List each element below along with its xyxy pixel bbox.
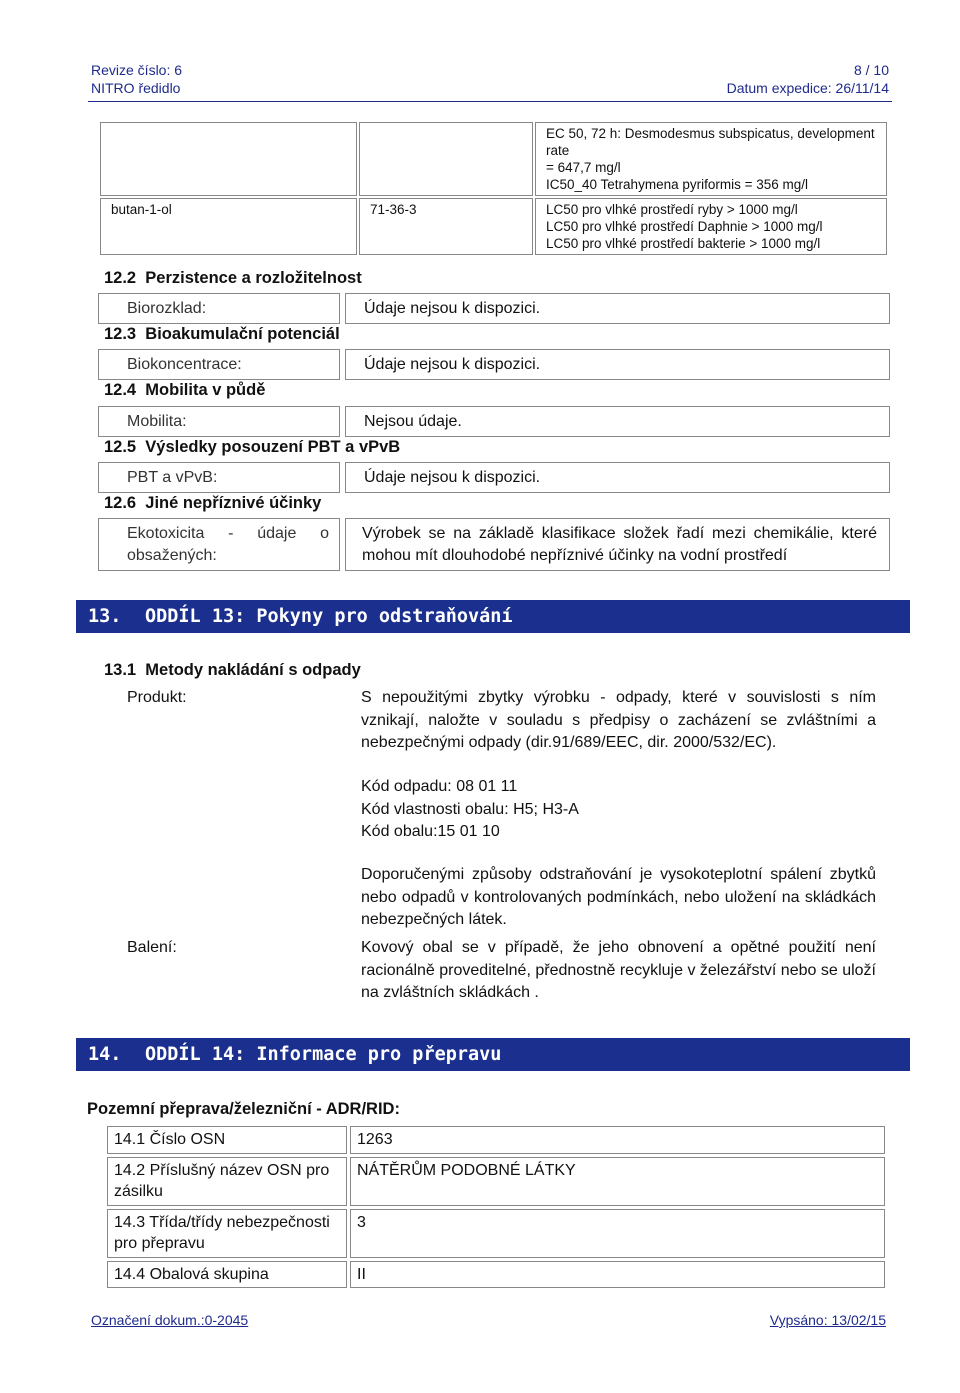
transport-label: 14.3 Třída/třídy nebezpečnosti pro přepravu: [107, 1209, 347, 1258]
heading-number: 12.5: [104, 438, 137, 456]
section-number: 14.: [88, 1044, 122, 1065]
biorozklad-label-box: [98, 293, 340, 324]
product-name: NITRO ředidlo: [91, 80, 181, 96]
heading-number: 12.6: [104, 494, 137, 512]
section-number: 13.: [88, 606, 122, 627]
biorozklad-value-box: [345, 293, 890, 324]
heading-text: Mobilita v půdě: [145, 381, 266, 399]
toxicity-data-cell: [535, 122, 887, 196]
ekotoxicita-label: Ekotoxicita - údaje o obsažených:: [127, 525, 329, 564]
heading-number: 12.4: [104, 381, 137, 399]
transport-label: 14.2 Příslušný název OSN pro zásilku: [107, 1157, 347, 1206]
header-divider: [88, 101, 892, 102]
transport-table: [104, 1123, 888, 1291]
heading-12-4: [104, 381, 265, 400]
biokoncentrace-label: Biokoncentrace:: [127, 356, 242, 373]
biorozklad-label: Biorozklad:: [127, 300, 207, 317]
toxicity-line: LC50 pro vlhké prostředí Daphnie > 1000 mg/l: [546, 219, 823, 234]
pbt-value: Údaje nejsou k dispozici.: [364, 469, 541, 486]
written-date: Vypsáno: 13/02/15: [769, 1312, 886, 1328]
transport-value: II: [350, 1261, 885, 1289]
transport-value: 3: [350, 1209, 885, 1258]
toxicity-line: LC50 pro vlhké prostředí bakterie > 1000 mg/l: [546, 236, 821, 251]
biokoncentrace-value-box: [345, 349, 890, 380]
substance-cell: [100, 122, 357, 196]
table-row: [107, 1157, 885, 1206]
waste-code: Kód odpadu: 08 01 11: [361, 778, 518, 795]
ekotoxicita-label-box: [98, 518, 340, 571]
heading-12-5: [104, 438, 400, 457]
mobilita-value-box: [345, 406, 890, 437]
baleni-label: Balení:: [127, 939, 177, 956]
revision-number: Revize číslo: 6: [91, 62, 183, 78]
heading-12-2: [104, 269, 362, 288]
heading-text: Perzistence a rozložitelnost: [145, 269, 362, 287]
transport-label: 14.4 Obalová skupina: [107, 1261, 347, 1289]
mobilita-label-box: [98, 406, 340, 437]
pbt-value-box: [345, 462, 890, 493]
cas-cell: 71-36-3: [359, 198, 533, 255]
mobilita-label: Mobilita:: [127, 413, 187, 430]
ekotoxicita-value-box: [345, 518, 890, 571]
mobilita-value: Nejsou údaje.: [364, 413, 462, 430]
toxicity-line: EC 50, 72 h: Desmodesmus subspicatus, development rate: [546, 126, 875, 158]
packaging-property-code: Kód vlastnosti obalu: H5; H3-A: [361, 801, 579, 818]
transport-value: NÁTĚRŮM PODOBNÉ LÁTKY: [350, 1157, 885, 1206]
packaging-code: Kód obalu:15 01 10: [361, 823, 500, 840]
table-row: [107, 1209, 885, 1258]
heading-number: 13.1: [104, 661, 137, 679]
heading-text: Bioakumulační potenciál: [145, 325, 340, 343]
heading-text: Výsledky posouzení PBT a vPvB: [145, 438, 401, 456]
table-row: [107, 1261, 885, 1289]
biokoncentrace-value: Údaje nejsou k dispozici.: [364, 356, 541, 373]
heading-12-6: [104, 494, 321, 513]
transport-subtitle: Pozemní přeprava/železniční - ADR/RID:: [87, 1100, 400, 1118]
table-row: [107, 1126, 885, 1154]
heading-12-3: [104, 325, 340, 344]
page-number: 8 / 10: [853, 62, 889, 78]
section-title: ODDÍL 14: Informace pro přepravu: [145, 1044, 502, 1065]
toxicity-line: = 647,7 mg/l: [546, 160, 621, 175]
heading-number: 12.3: [104, 325, 137, 343]
table-row: [100, 122, 887, 196]
transport-label: 14.1 Číslo OSN: [107, 1126, 347, 1154]
biorozklad-value: Údaje nejsou k dispozici.: [364, 300, 541, 317]
disposal-recommendation: Doporučenými způsoby odstraňování je vysokoteplotní spálení zbytků nebo odpadů v kontrolovaných podmínkách, nebo uložení na skládkách nebezpečných látek.: [361, 866, 876, 928]
issue-date: Datum expedice: 26/11/14: [726, 80, 889, 96]
toxicity-line: LC50 pro vlhké prostředí ryby > 1000 mg/l: [546, 202, 798, 217]
section-14-bar: [76, 1038, 910, 1071]
heading-13-1: [104, 661, 361, 680]
pbt-label: PBT a vPvB:: [127, 469, 218, 486]
toxicity-data-cell: [535, 198, 887, 255]
produkt-label: Produkt:: [127, 689, 187, 706]
cas-cell: [359, 122, 533, 196]
section-13-bar: [76, 600, 910, 633]
document-id: Označení dokum.:0-2045: [91, 1312, 249, 1328]
heading-text: Metody nakládání s odpady: [145, 661, 361, 679]
produkt-paragraph: S nepoužitými zbytky výrobku - odpady, které v souvislosti s ním vznikají, naložte v souladu s předpisy o zacházení se zvláštními a nebezpečnými odpady (dir.91/689/EEC, dir. 2000/532/EC).: [361, 689, 876, 751]
ekotoxicita-value: Výrobek se na základě klasifikace složek řadí mezi chemikálie, které mohou mít dlouhodobé nepříznivé účinky na vodní prostředí: [362, 525, 877, 564]
section-title: ODDÍL 13: Pokyny pro odstraňování: [145, 606, 513, 627]
heading-number: 12.2: [104, 269, 137, 287]
table-row: [100, 198, 887, 255]
transport-value: 1263: [350, 1126, 885, 1154]
pbt-label-box: [98, 462, 340, 493]
baleni-paragraph: Kovový obal se v případě, že jeho obnovení a opětné použití není racionálně proveditelné, přednostně recykluje v železářství nebo se uloží na zvláštních skládkách .: [361, 939, 876, 1001]
ecotoxicity-table: [98, 120, 889, 257]
biokoncentrace-label-box: [98, 349, 340, 380]
substance-cell: butan-1-ol: [100, 198, 357, 255]
toxicity-line: IC50_40 Tetrahymena pyriformis = 356 mg/l: [546, 177, 809, 192]
heading-text: Jiné nepříznivé účinky: [145, 494, 322, 512]
